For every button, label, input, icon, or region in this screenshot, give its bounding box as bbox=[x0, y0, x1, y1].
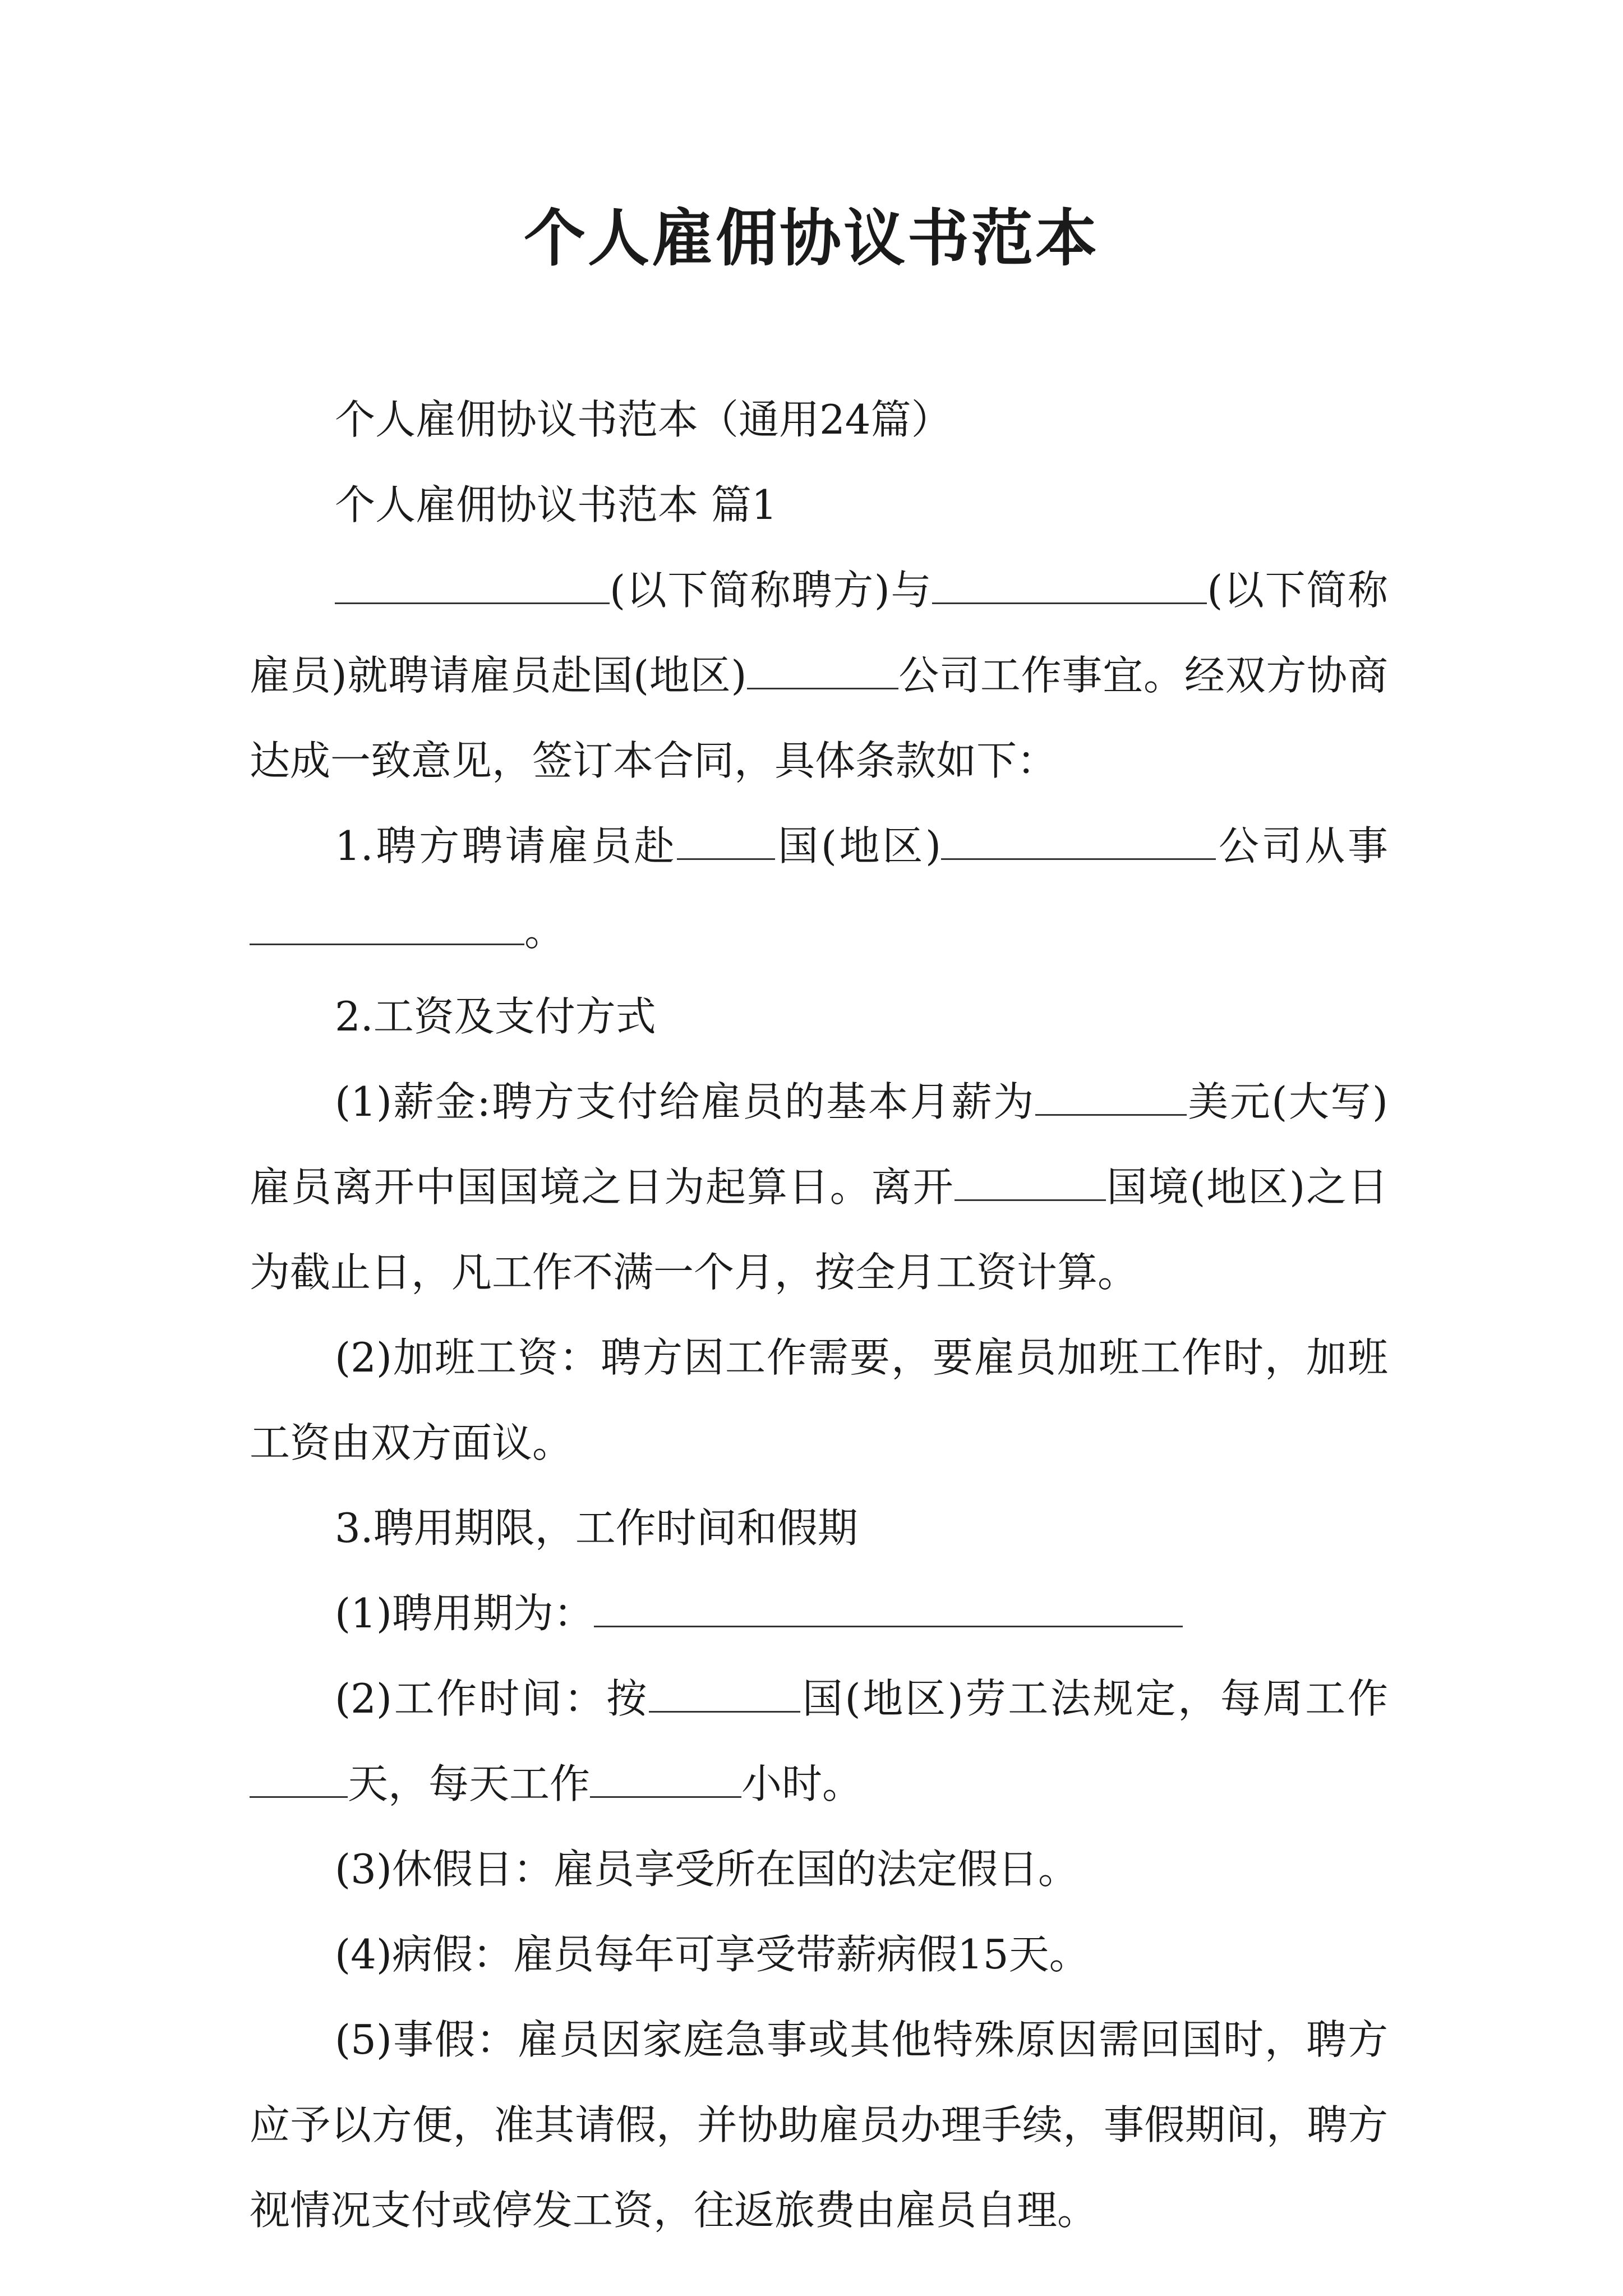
clause-3-heading: 3.聘用期限，工作时间和假期 bbox=[335, 1504, 858, 1552]
intro-text-3: 公司工作事宜。经双方协商达成一致意见，签订本合同，具体条款如下： bbox=[250, 652, 1388, 784]
section-heading: 个人雇佣协议书范本 篇1 bbox=[335, 481, 777, 528]
blank-line bbox=[250, 1763, 348, 1798]
clause-2-1-text-3: 国境(地区)之日为截止日，凡工作不满一个月，按全月工资计算。 bbox=[250, 1163, 1388, 1296]
clause-1-text-2: 国(地区) bbox=[775, 822, 942, 869]
clause-3-4: (4)病假：雇员每年可享受带薪病假15天。 bbox=[335, 1931, 1090, 1978]
blank-line bbox=[747, 654, 898, 689]
clause-2-heading: 2.工资及支付方式 bbox=[335, 993, 656, 1040]
clause-3-2-text-1: (2)工作时间：按 bbox=[335, 1675, 649, 1722]
blank-line bbox=[677, 825, 775, 860]
clause-2-1-text-1: (1)薪金:聘方支付给雇员的基本月薪为 bbox=[335, 1078, 1035, 1125]
clause-3-2 bbox=[250, 1656, 1388, 1826]
blank-line bbox=[955, 1166, 1106, 1201]
clause-3-2-text-3: 天，每天工作 bbox=[348, 1760, 591, 1807]
document-title: 个人雇佣协议书范本 bbox=[524, 202, 1099, 274]
clause-2-2: (2)加班工资：聘方因工作需要，要雇员加班工作时，加班工资由双方面议。 bbox=[250, 1334, 1388, 1466]
intro-text-1: (以下简称聘方)与 bbox=[610, 567, 933, 614]
blank-line bbox=[1035, 1080, 1187, 1116]
blank-line bbox=[250, 910, 524, 945]
blank-line bbox=[590, 1763, 741, 1798]
clause-2-1-text-2: 美元(大写)雇员离开中国国境之日为起算日。离开 bbox=[250, 1078, 1388, 1211]
document-subtitle: 个人雇佣协议书范本（通用24篇） bbox=[335, 396, 952, 443]
clause-1-text-1: 1.聘方聘请雇员赴 bbox=[335, 822, 677, 869]
intro-paragraph bbox=[250, 547, 1388, 803]
clause-3-1 bbox=[250, 1571, 1388, 1656]
clause-3-3: (3)休假日：雇员享受所在国的法定假日。 bbox=[335, 1846, 1078, 1893]
blank-line bbox=[335, 569, 610, 604]
intro-text-2: (以下简称雇员)就聘请雇员赴国(地区) bbox=[250, 567, 1388, 699]
clause-1-text-4: 。 bbox=[524, 908, 565, 955]
clause-1-text-3: 公司从事 bbox=[1216, 822, 1388, 869]
blank-line bbox=[649, 1677, 800, 1713]
blank-line bbox=[594, 1592, 1183, 1627]
blank-line bbox=[941, 825, 1216, 860]
blank-line bbox=[932, 569, 1207, 604]
clause-3-1-text: (1)聘用期为： bbox=[335, 1590, 594, 1637]
clause-3-5: (5)事假：雇员因家庭急事或其他特殊原因需回国时，聘方应予以方便，准其请假，并协助雇员办理手续，事假期间，聘方视情况支付或停发工资，往返旅费由雇员自理。 bbox=[250, 2016, 1388, 2234]
clause-2-1 bbox=[250, 1059, 1388, 1315]
clause-1 bbox=[250, 803, 1388, 974]
clause-3-2-text-4: 小时。 bbox=[741, 1760, 863, 1807]
document-body bbox=[250, 377, 1388, 2253]
clause-3-2-text-2: 国(地区)劳工法规定，每周工作 bbox=[800, 1675, 1388, 1722]
